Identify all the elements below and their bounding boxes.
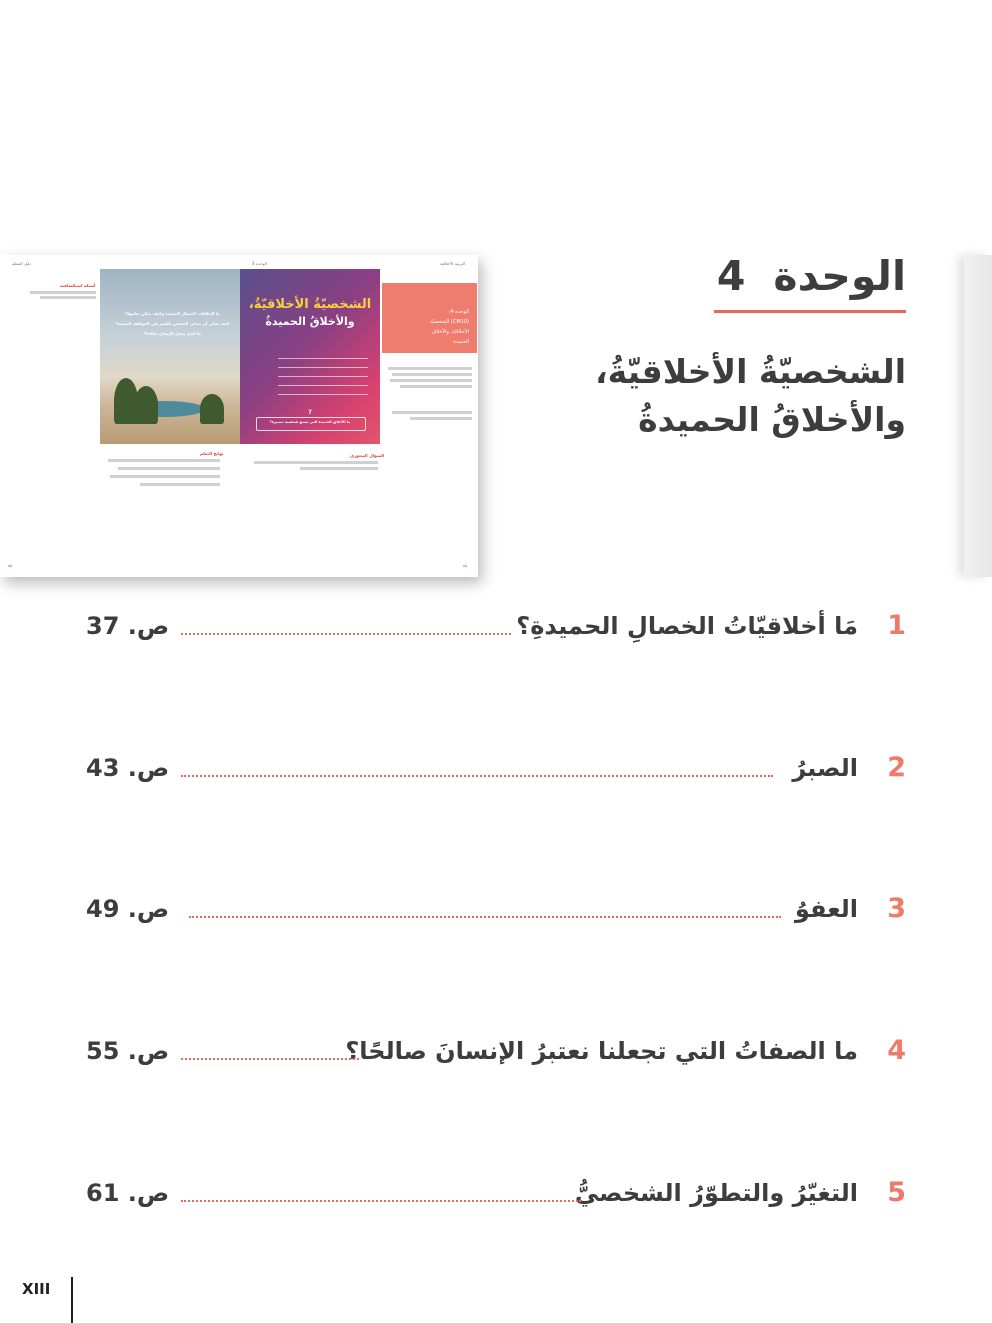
thumb-side-line-3: الحميدة: [453, 339, 469, 345]
thumb-cover-question: ما الأخلاق الحميدة التي تصنع شخصية متميزة؟: [269, 420, 351, 424]
lesson-title: الصبرُ: [792, 754, 858, 782]
thumb-cover-title-2: والأخلاقُ الحميدةُ: [265, 315, 355, 328]
thumb-text-line: [400, 385, 472, 388]
palm-tree-icon: [200, 394, 224, 424]
thumb-text-line: [392, 411, 472, 414]
lesson-number: 2: [887, 752, 906, 783]
thumb-text-line: [392, 373, 472, 376]
thumb-mid-heading: نواتج التعلم: [200, 451, 224, 456]
thumb-right-heading: السؤال المحوري: [350, 453, 385, 458]
contents-entry-4[interactable]: [86, 1031, 906, 1071]
lesson-title: ما الصفاتُ التي تجعلنا نعتبرُ الإنسانَ صالحًا؟: [345, 1037, 858, 1065]
thumb-text-line: [410, 417, 472, 420]
thumb-cover-row: [278, 371, 368, 377]
thumb-text-line: [40, 296, 96, 299]
thumb-header-mid: الوحدة 4: [252, 261, 267, 266]
lesson-title: العفوُ: [794, 895, 858, 923]
lesson-title: التغيّرُ والتطوّرُ الشخصيُّ: [574, 1179, 858, 1207]
lesson-page: ص. 43: [86, 754, 170, 782]
lesson-number: 5: [887, 1177, 906, 1208]
dot-leader: [181, 775, 773, 777]
unit-spread-thumbnail: [0, 255, 478, 577]
dot-leader: [181, 633, 511, 635]
thumb-cover-row: [278, 353, 368, 359]
thumb-cover-row: [278, 362, 368, 368]
thumb-cover-row: [278, 389, 368, 395]
page-edge-tab: [964, 255, 992, 577]
folio-divider: [71, 1277, 73, 1323]
page-folio: XIII: [22, 1280, 51, 1298]
lesson-number: 1: [887, 610, 906, 641]
unit-heading: [714, 250, 906, 313]
thumb-side-panel: [382, 283, 477, 353]
contents-entry-5[interactable]: [86, 1173, 906, 1213]
thumb-photo-question-1: ما الخلاقات الخصال الحميدة وكيف يمكن تعلمها؟: [125, 311, 220, 316]
lesson-page: ص. 37: [86, 612, 170, 640]
contents-entry-2[interactable]: [86, 748, 906, 788]
lesson-page: ص. 55: [86, 1037, 170, 1065]
question-mark-icon: ?: [308, 409, 312, 416]
thumb-header-left: دليل المعلم: [12, 261, 32, 266]
dot-leader: [181, 1058, 359, 1060]
thumb-cover-row: [278, 380, 368, 386]
thumb-text-line: [118, 467, 220, 470]
thumb-desert-photo: [100, 269, 240, 444]
thumb-photo-question-3: ما الذي يجعل الإنسان صالحا؟: [143, 331, 202, 336]
dot-leader: [181, 1200, 581, 1202]
thumb-photo-question-2: كيف يمكن أن يتحلى الشخص بالصبر في المواقف الصعبة؟: [115, 321, 230, 326]
thumb-text-line: [30, 291, 96, 294]
lesson-number: 4: [887, 1035, 906, 1066]
thumb-page-number-left: ٥٥: [8, 563, 13, 568]
thumb-side-code: (CM10) الشخصيّة: [430, 319, 469, 325]
dot-leader: [189, 916, 781, 918]
unit-title-underline: [714, 310, 906, 313]
thumb-side-heading: الوحدة 4:: [448, 309, 469, 315]
thumb-header-right: التربية الأخلاقية: [440, 261, 465, 266]
thumb-left-heading: أسئلة استكشافية: [60, 283, 96, 288]
lesson-page: ص. 49: [86, 895, 170, 923]
unit-number: 4: [716, 252, 746, 300]
thumb-text-line: [110, 475, 220, 478]
thumb-text-line: [390, 379, 472, 382]
unit-title: [714, 250, 906, 302]
thumb-text-line: [254, 461, 378, 464]
thumb-cover-title-1: الشخصيّةُ الأخلاقيّةُ،: [248, 297, 372, 312]
contents-entry-1[interactable]: [86, 606, 906, 646]
contents-entry-3[interactable]: [86, 889, 906, 929]
thumb-unit-cover: [240, 269, 380, 444]
thumb-text-line: [300, 467, 378, 470]
lesson-title: مَا أخلاقيّاتُ الخصالِ الحميدةِ؟: [516, 612, 858, 640]
unit-subtitle: الشخصيّةُ الأخلاقيّةُ، والأخلاقُ الحميدةُ: [595, 352, 906, 439]
thumb-side-line-2: الأخلاقيّة، والأخلاق: [432, 329, 469, 335]
lesson-page: ص. 61: [86, 1179, 170, 1207]
palm-tree-icon: [134, 386, 158, 424]
thumb-text-line: [140, 483, 220, 486]
unit-label: الوحدة: [773, 252, 906, 300]
thumb-page-number-right: ٥٥: [463, 563, 468, 568]
thumb-text-line: [388, 367, 472, 370]
lesson-number: 3: [887, 893, 906, 924]
thumb-text-line: [108, 459, 220, 462]
